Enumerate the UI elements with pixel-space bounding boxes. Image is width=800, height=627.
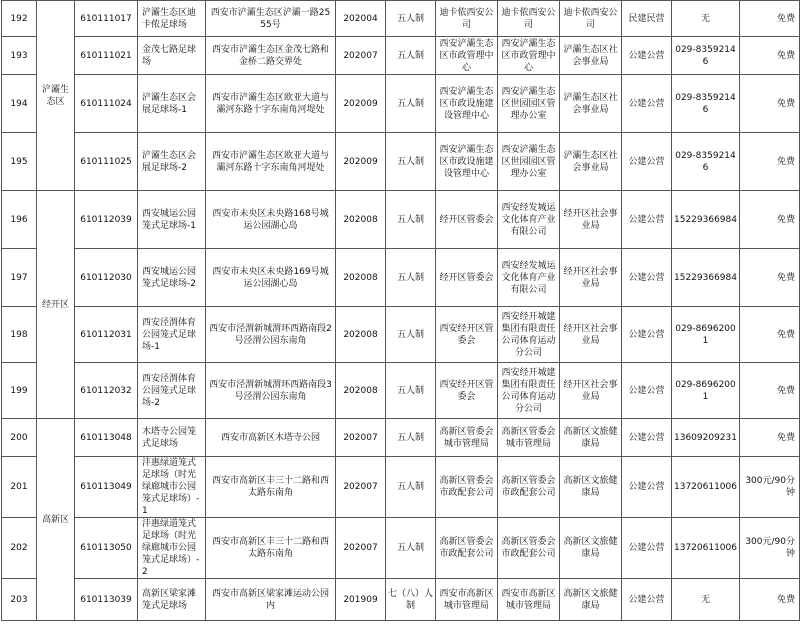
venue-code: 610112030 bbox=[75, 249, 138, 307]
operator-unit: 西安浐灞生态区市政管理中心 bbox=[498, 37, 560, 75]
venue-code: 610113049 bbox=[75, 457, 138, 518]
supervisor-dept: 浐灞生态区社会事业局 bbox=[560, 133, 622, 191]
contact-phone: 15229366984 bbox=[672, 249, 740, 307]
row-number: 203 bbox=[2, 579, 37, 621]
table-row bbox=[2, 133, 800, 191]
contact-phone: 无 bbox=[672, 579, 740, 621]
operation-nature: 公建公营 bbox=[622, 419, 672, 457]
contact-phone: 029-83592146 bbox=[672, 133, 740, 191]
operator-unit: 西安经开城建集团有限责任公司体育运动分公司 bbox=[498, 307, 560, 363]
venue-address: 西安市高新区木塔寺公园 bbox=[206, 419, 336, 457]
open-date: 202008 bbox=[336, 191, 386, 249]
field-type: 五人制 bbox=[386, 363, 436, 419]
table-row bbox=[2, 1, 800, 37]
venue-name: 木塔寺公园笼式足球场 bbox=[138, 419, 206, 457]
supervisor-dept: 高新区文旅健康局 bbox=[560, 579, 622, 621]
venue-address: 西安市高新区丰三十二路和西太路东南角 bbox=[206, 457, 336, 518]
operation-nature: 公建公营 bbox=[622, 75, 672, 133]
venue-code: 610113039 bbox=[75, 579, 138, 621]
supervisor-dept: 浐灞生态区社会事业局 bbox=[560, 75, 622, 133]
table-row bbox=[2, 518, 800, 579]
operator-unit: 高新区管委会市政配套公司 bbox=[498, 518, 560, 579]
open-date: 202007 bbox=[336, 37, 386, 75]
supervisor-dept: 高新区文旅健康局 bbox=[560, 419, 622, 457]
table-row bbox=[2, 579, 800, 621]
field-type: 五人制 bbox=[386, 37, 436, 75]
operator-unit: 西安市高新区城市管理局 bbox=[498, 579, 560, 621]
fee: 免费 bbox=[740, 249, 800, 307]
venue-address: 西安市浐灞生态区金茂七路和金桥二路交界处 bbox=[206, 37, 336, 75]
contact-phone: 13720611006 bbox=[672, 518, 740, 579]
field-type: 五人制 bbox=[386, 1, 436, 37]
contact-phone: 13720611006 bbox=[672, 457, 740, 518]
row-number: 198 bbox=[2, 307, 37, 363]
operation-nature: 公建公营 bbox=[622, 363, 672, 419]
operation-nature: 民建民营 bbox=[622, 1, 672, 37]
venue-code: 610112032 bbox=[75, 363, 138, 419]
owner-unit: 西安市高新区城市管理局 bbox=[436, 579, 498, 621]
field-type: 五人制 bbox=[386, 191, 436, 249]
open-date: 202004 bbox=[336, 1, 386, 37]
supervisor-dept: 迪卡侬西安公司 bbox=[560, 1, 622, 37]
operation-nature: 公建公营 bbox=[622, 191, 672, 249]
venue-name: 沣惠绿道笼式足球场（时光绿廊城市公园笼式足球场）-2 bbox=[138, 518, 206, 579]
venue-address: 西安市未央区未央路168号城运公园湖心岛 bbox=[206, 191, 336, 249]
field-type: 五人制 bbox=[386, 249, 436, 307]
supervisor-dept: 高新区文旅健康局 bbox=[560, 457, 622, 518]
operator-unit: 西安经发城运文化体育产业有限公司 bbox=[498, 191, 560, 249]
venue-name: 浐灞生态区会展足球场-1 bbox=[138, 75, 206, 133]
row-number: 199 bbox=[2, 363, 37, 419]
operation-nature: 公建公营 bbox=[622, 457, 672, 518]
venue-code: 610111017 bbox=[75, 1, 138, 37]
operation-nature: 公建公营 bbox=[622, 249, 672, 307]
venue-name: 西安城运公园笼式足球场-2 bbox=[138, 249, 206, 307]
operation-nature: 公建公营 bbox=[622, 518, 672, 579]
supervisor-dept: 经开区社会事业局 bbox=[560, 307, 622, 363]
supervisor-dept: 浐灞生态区社会事业局 bbox=[560, 37, 622, 75]
row-number: 192 bbox=[2, 1, 37, 37]
supervisor-dept: 高新区文旅健康局 bbox=[560, 518, 622, 579]
contact-phone: 029-86962001 bbox=[672, 363, 740, 419]
row-number: 202 bbox=[2, 518, 37, 579]
row-number: 194 bbox=[2, 75, 37, 133]
venue-name: 西安泾渭体育公园笼式足球场-2 bbox=[138, 363, 206, 419]
contact-phone: 029-83592146 bbox=[672, 75, 740, 133]
table-row bbox=[2, 457, 800, 518]
venue-address: 西安市高新区梁家滩运动公园内 bbox=[206, 579, 336, 621]
venue-address: 西安市浐灞生态区欧亚大道与灞河东路十字东南角河堤处 bbox=[206, 133, 336, 191]
operator-unit: 西安经开城建集团有限责任公司体育运动分公司 bbox=[498, 363, 560, 419]
field-type: 五人制 bbox=[386, 419, 436, 457]
owner-unit: 高新区管委会市政配套公司 bbox=[436, 457, 498, 518]
table-row bbox=[2, 37, 800, 75]
venue-code: 610113050 bbox=[75, 518, 138, 579]
venue-code: 610112031 bbox=[75, 307, 138, 363]
operator-unit: 高新区管委会城市管理局 bbox=[498, 419, 560, 457]
operation-nature: 公建公营 bbox=[622, 37, 672, 75]
supervisor-dept: 经开区社会事业局 bbox=[560, 249, 622, 307]
operation-nature: 公建公营 bbox=[622, 579, 672, 621]
open-date: 202009 bbox=[336, 75, 386, 133]
fee: 免费 bbox=[740, 133, 800, 191]
row-number: 197 bbox=[2, 249, 37, 307]
field-type: 五人制 bbox=[386, 307, 436, 363]
owner-unit: 高新区管委会市政配套公司 bbox=[436, 518, 498, 579]
owner-unit: 迪卡侬西安公司 bbox=[436, 1, 498, 37]
table-row bbox=[2, 191, 800, 249]
row-number: 201 bbox=[2, 457, 37, 518]
field-type: 五人制 bbox=[386, 75, 436, 133]
venue-address: 西安市未央区未央路169号城运公园湖心岛 bbox=[206, 249, 336, 307]
venue-address: 西安市浐灞生态区欧亚大道与灞河东路十字东南角河堤处 bbox=[206, 75, 336, 133]
fee: 300元/90分钟 bbox=[740, 457, 800, 518]
fee: 免费 bbox=[740, 307, 800, 363]
owner-unit: 经开区管委会 bbox=[436, 249, 498, 307]
contact-phone: 029-86962001 bbox=[672, 307, 740, 363]
fee: 免费 bbox=[740, 579, 800, 621]
venue-code: 610112039 bbox=[75, 191, 138, 249]
owner-unit: 西安经开区管委会 bbox=[436, 307, 498, 363]
venue-address: 西安市泾渭新城渭环西路南段3号泾渭公园东南角 bbox=[206, 363, 336, 419]
row-number: 195 bbox=[2, 133, 37, 191]
open-date: 202009 bbox=[336, 133, 386, 191]
fee: 免费 bbox=[740, 191, 800, 249]
fee: 免费 bbox=[740, 1, 800, 37]
district-cell: 浐灞生态区 bbox=[37, 1, 75, 191]
open-date: 202007 bbox=[336, 419, 386, 457]
venue-name: 浐灞生态区会展足球场-2 bbox=[138, 133, 206, 191]
venue-code: 610111024 bbox=[75, 75, 138, 133]
table-row bbox=[2, 75, 800, 133]
owner-unit: 西安浐灞生态区市政设施建设管理中心 bbox=[436, 133, 498, 191]
venue-address: 西安市浐灞生态区浐灞一路2555号 bbox=[206, 1, 336, 37]
venue-name: 浐灞生态区迪卡侬足球场 bbox=[138, 1, 206, 37]
fee: 免费 bbox=[740, 37, 800, 75]
venue-code: 610111025 bbox=[75, 133, 138, 191]
supervisor-dept: 经开区社会事业局 bbox=[560, 191, 622, 249]
open-date: 202008 bbox=[336, 363, 386, 419]
operation-nature: 公建公营 bbox=[622, 133, 672, 191]
table-row bbox=[2, 249, 800, 307]
operator-unit: 高新区管委会市政配套公司 bbox=[498, 457, 560, 518]
field-type: 五人制 bbox=[386, 518, 436, 579]
supervisor-dept: 经开区社会事业局 bbox=[560, 363, 622, 419]
table-row bbox=[2, 307, 800, 363]
venue-name: 高新区梁家滩笼式足球场 bbox=[138, 579, 206, 621]
open-date: 202008 bbox=[336, 249, 386, 307]
open-date: 202008 bbox=[336, 307, 386, 363]
fee: 免费 bbox=[740, 363, 800, 419]
district-cell: 经开区 bbox=[37, 191, 75, 419]
operator-unit: 西安经发城运文化体育产业有限公司 bbox=[498, 249, 560, 307]
row-number: 200 bbox=[2, 419, 37, 457]
owner-unit: 西安经开区管委会 bbox=[436, 363, 498, 419]
venue-name: 沣惠绿道笼式足球场（时光绿廊城市公园笼式足球场）-1 bbox=[138, 457, 206, 518]
table-row bbox=[2, 363, 800, 419]
district-cell: 高新区 bbox=[37, 419, 75, 621]
venue-address: 西安市高新区丰三十二路和西太路东南角 bbox=[206, 518, 336, 579]
row-number: 193 bbox=[2, 37, 37, 75]
open-date: 202007 bbox=[336, 518, 386, 579]
venue-code: 610111021 bbox=[75, 37, 138, 75]
table-row bbox=[2, 419, 800, 457]
owner-unit: 西安浐灞生态区市政管理中心 bbox=[436, 37, 498, 75]
venue-name: 金茂七路足球场 bbox=[138, 37, 206, 75]
operator-unit: 西安浐灞生态区世园园区管理办公室 bbox=[498, 75, 560, 133]
row-number: 196 bbox=[2, 191, 37, 249]
stadium-table bbox=[1, 0, 800, 621]
venue-name: 西安城运公园笼式足球场-1 bbox=[138, 191, 206, 249]
contact-phone: 15229366984 bbox=[672, 191, 740, 249]
fee: 免费 bbox=[740, 75, 800, 133]
owner-unit: 高新区管委会城市管理局 bbox=[436, 419, 498, 457]
operator-unit: 西安浐灞生态区世园园区管理办公室 bbox=[498, 133, 560, 191]
owner-unit: 西安浐灞生态区市政设施建设管理中心 bbox=[436, 75, 498, 133]
operator-unit: 迪卡侬西安公司 bbox=[498, 1, 560, 37]
venue-address: 西安市泾渭新城渭环西路南段2号泾渭公园东南角 bbox=[206, 307, 336, 363]
field-type: 七（八）人制 bbox=[386, 579, 436, 621]
contact-phone: 13609209231 bbox=[672, 419, 740, 457]
contact-phone: 无 bbox=[672, 1, 740, 37]
contact-phone: 029-83592146 bbox=[672, 37, 740, 75]
field-type: 五人制 bbox=[386, 133, 436, 191]
field-type: 五人制 bbox=[386, 457, 436, 518]
owner-unit: 经开区管委会 bbox=[436, 191, 498, 249]
venue-code: 610113048 bbox=[75, 419, 138, 457]
open-date: 201909 bbox=[336, 579, 386, 621]
fee: 免费 bbox=[740, 419, 800, 457]
venue-name: 西安泾渭体育公园笼式足球场-1 bbox=[138, 307, 206, 363]
fee: 300元/90分钟 bbox=[740, 518, 800, 579]
operation-nature: 公建公营 bbox=[622, 307, 672, 363]
open-date: 202007 bbox=[336, 457, 386, 518]
